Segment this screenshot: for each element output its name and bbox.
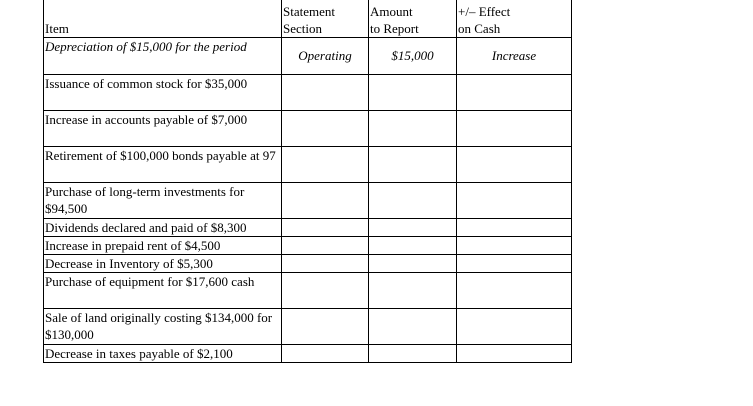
amount-cell[interactable]	[369, 272, 457, 308]
item-cell: Increase in accounts payable of $7,000	[44, 110, 282, 146]
header-row	[44, 0, 572, 37]
item-cell: Depreciation of $15,000 for the period	[44, 37, 282, 74]
section-cell[interactable]	[282, 254, 369, 272]
table-row	[44, 110, 572, 146]
amount-cell[interactable]	[369, 344, 457, 362]
header-amount-to-report: Amount to Report	[369, 0, 457, 37]
section-cell[interactable]	[282, 344, 369, 362]
amount-cell[interactable]	[369, 236, 457, 254]
item-cell: Purchase of equipment for $17,600 cash	[44, 272, 282, 308]
effect-cell[interactable]	[457, 182, 572, 218]
table-row	[44, 254, 572, 272]
amount-cell[interactable]	[369, 146, 457, 182]
table-row	[44, 74, 572, 110]
effect-cell[interactable]	[457, 110, 572, 146]
item-cell: Purchase of long-term investments for $94,500	[44, 182, 282, 218]
section-cell: Operating	[282, 37, 369, 74]
item-cell: Decrease in Inventory of $5,300	[44, 254, 282, 272]
table-row	[44, 344, 572, 362]
table-row	[44, 146, 572, 182]
header-item: Item	[44, 0, 282, 37]
cash-flow-classification-table	[43, 0, 572, 363]
item-cell: Dividends declared and paid of $8,300	[44, 218, 282, 236]
effect-cell[interactable]	[457, 254, 572, 272]
amount-cell[interactable]	[369, 254, 457, 272]
section-cell[interactable]	[282, 110, 369, 146]
effect-cell[interactable]	[457, 218, 572, 236]
section-cell[interactable]	[282, 272, 369, 308]
table-row	[44, 272, 572, 308]
item-cell: Sale of land originally costing $134,000 for $130,000	[44, 308, 282, 344]
table-row	[44, 37, 572, 74]
amount-cell: $15,000	[369, 37, 457, 74]
item-cell: Decrease in taxes payable of $2,100	[44, 344, 282, 362]
effect-cell: Increase	[457, 37, 572, 74]
table-row	[44, 182, 572, 218]
section-cell[interactable]	[282, 308, 369, 344]
amount-cell[interactable]	[369, 308, 457, 344]
effect-cell[interactable]	[457, 344, 572, 362]
table-row	[44, 236, 572, 254]
amount-cell[interactable]	[369, 110, 457, 146]
section-cell[interactable]	[282, 236, 369, 254]
table-row	[44, 218, 572, 236]
amount-cell[interactable]	[369, 74, 457, 110]
effect-cell[interactable]	[457, 236, 572, 254]
section-cell[interactable]	[282, 182, 369, 218]
item-cell: Retirement of $100,000 bonds payable at 97	[44, 146, 282, 182]
effect-cell[interactable]	[457, 74, 572, 110]
header-statement-section: Statement Section	[282, 0, 369, 37]
amount-cell[interactable]	[369, 218, 457, 236]
section-cell[interactable]	[282, 146, 369, 182]
effect-cell[interactable]	[457, 308, 572, 344]
amount-cell[interactable]	[369, 182, 457, 218]
section-cell[interactable]	[282, 218, 369, 236]
item-cell: Increase in prepaid rent of $4,500	[44, 236, 282, 254]
effect-cell[interactable]	[457, 146, 572, 182]
effect-cell[interactable]	[457, 272, 572, 308]
header-effect-on-cash: +/– Effect on Cash	[457, 0, 572, 37]
table-row	[44, 308, 572, 344]
item-cell: Issuance of common stock for $35,000	[44, 74, 282, 110]
section-cell[interactable]	[282, 74, 369, 110]
